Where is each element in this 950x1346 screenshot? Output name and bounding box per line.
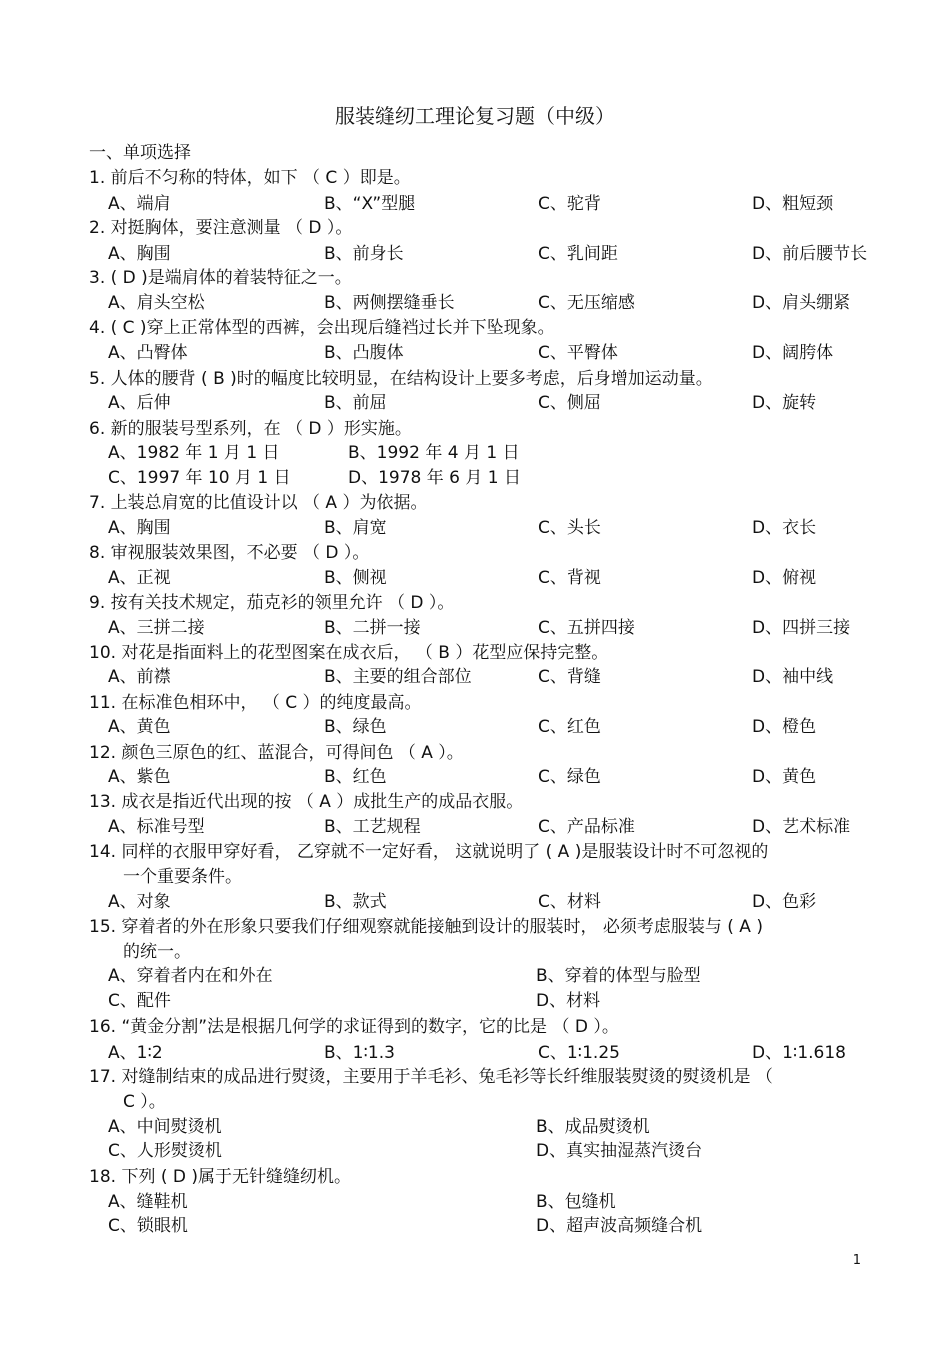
answer-option: B、包缝机 (536, 1192, 616, 1212)
answer-option: A、胸围 (108, 518, 171, 538)
answer-option: C、乳间距 (538, 244, 618, 264)
question-text: 7. 上装总肩宽的比值设计以 （ A ）为依据。 (89, 493, 428, 513)
answer-option: B、主要的组合部位 (324, 667, 472, 687)
answer-option: B、侧视 (324, 568, 387, 588)
section-heading: 一、单项选择 (89, 143, 191, 163)
question-text-continued: C ）。 (123, 1092, 166, 1112)
answer-option: B、肩宽 (324, 518, 387, 538)
answer-option: B、款式 (324, 892, 387, 912)
answer-option: D、1978 年 6 月 1 日 (348, 468, 522, 488)
answer-option: C、驼背 (538, 194, 601, 214)
answer-option: D、旋转 (752, 393, 817, 413)
question-text: 14. 同样的衣服甲穿好看， 乙穿就不一定好看， 这就说明了 ( A )是服装设计时不可忽视的 (89, 842, 769, 862)
question-text: 5. 人体的腰背 ( B )时的幅度比较明显，在结构设计上要多考虑，后身增加运动量。 (89, 369, 713, 389)
answer-option: A、紫色 (108, 767, 171, 787)
answer-option: D、1∶1.618 (752, 1043, 846, 1063)
answer-option: D、阔胯体 (752, 343, 834, 363)
answer-option: B、两侧摆缝垂长 (324, 293, 455, 313)
answer-option: B、二拼一接 (324, 618, 421, 638)
answer-option: A、三拼二接 (108, 618, 205, 638)
answer-option: C、背缝 (538, 667, 601, 687)
answer-option: D、肩头绷紧 (752, 293, 851, 313)
answer-option: B、工艺规程 (324, 817, 421, 837)
answer-option: D、俯视 (752, 568, 817, 588)
answer-option: A、肩头空松 (108, 293, 205, 313)
question-text: 15. 穿着者的外在形象只要我们仔细观察就能接触到设计的服装时， 必须考虑服装与 ( A ) (89, 917, 763, 937)
answer-option: C、红色 (538, 717, 601, 737)
answer-option: A、黄色 (108, 717, 171, 737)
answer-option: C、材料 (538, 892, 601, 912)
answer-option: C、1∶1.25 (538, 1043, 620, 1063)
question-text: 1. 前后不匀称的特体，如下 （ C ）即是。 (89, 168, 411, 188)
answer-option: D、色彩 (752, 892, 817, 912)
question-text: 8. 审视服装效果图，不必要 （ D ）。 (89, 543, 370, 563)
answer-option: C、锁眼机 (108, 1216, 188, 1236)
answer-option: B、穿着的体型与脸型 (536, 966, 701, 986)
answer-option: D、材料 (536, 991, 601, 1011)
question-text: 18. 下列 ( D )属于无针缝缝纫机。 (89, 1167, 352, 1187)
question-text: 11. 在标准色相环中， （ C ）的纯度最高。 (89, 693, 422, 713)
answer-option: A、1∶2 (108, 1043, 163, 1063)
answer-option: D、粗短颈 (752, 194, 834, 214)
question-text: 13. 成衣是指近代出现的按 （ A ）成批生产的成品衣服。 (89, 792, 524, 812)
answer-option: C、背视 (538, 568, 601, 588)
answer-option: C、1997 年 10 月 1 日 (108, 468, 291, 488)
question-text: 17. 对缝制结束的成品进行熨烫，主要用于羊毛衫、兔毛衫等长纤维服装熨烫的熨烫机是 （ (89, 1067, 773, 1087)
answer-option: C、人形熨烫机 (108, 1141, 222, 1161)
answer-option: A、1982 年 1 月 1 日 (108, 443, 280, 463)
answer-option: C、无压缩感 (538, 293, 635, 313)
answer-option: D、真实抽湿蒸汽烫台 (536, 1141, 703, 1161)
answer-option: D、超声波高频缝合机 (536, 1216, 703, 1236)
answer-option: D、艺术标准 (752, 817, 851, 837)
answer-option: D、前后腰节长 (752, 244, 868, 264)
question-text: 2. 对挺胸体，要注意测量 （ D ）。 (89, 218, 353, 238)
question-text: 12. 颜色三原色的红、蓝混合，可得间色 （ A ）。 (89, 743, 464, 763)
answer-option: D、四拼三接 (752, 618, 851, 638)
answer-option: A、正视 (108, 568, 171, 588)
answer-option: D、黄色 (752, 767, 817, 787)
question-text: 9. 按有关技术规定，茄克衫的领里允许 （ D ）。 (89, 593, 455, 613)
question-text-continued: 一个重要条件。 (123, 867, 242, 887)
answer-option: A、胸围 (108, 244, 171, 264)
answer-option: B、1∶1.3 (324, 1043, 395, 1063)
answer-option: D、橙色 (752, 717, 817, 737)
answer-option: B、成品熨烫机 (536, 1117, 650, 1137)
answer-option: B、绿色 (324, 717, 387, 737)
question-text: 4. ( C )穿上正常体型的西裤，会出现后缝裆过长并下坠现象。 (89, 318, 555, 338)
answer-option: C、五拼四接 (538, 618, 635, 638)
answer-option: A、凸臀体 (108, 343, 188, 363)
answer-option: B、前身长 (324, 244, 404, 264)
answer-option: B、红色 (324, 767, 387, 787)
answer-option: B、1992 年 4 月 1 日 (348, 443, 520, 463)
answer-option: D、袖中线 (752, 667, 834, 687)
answer-option: D、衣长 (752, 518, 817, 538)
answer-option: A、标准号型 (108, 817, 205, 837)
question-text: 3. ( D )是端肩体的着装特征之一。 (89, 268, 352, 288)
question-text: 10. 对花是指面料上的花型图案在成衣后， （ B ）花型应保持完整。 (89, 643, 609, 663)
answer-option: A、缝鞋机 (108, 1192, 188, 1212)
answer-option: B、凸腹体 (324, 343, 404, 363)
answer-option: C、侧屈 (538, 393, 601, 413)
answer-option: A、前襟 (108, 667, 171, 687)
answer-option: A、中间熨烫机 (108, 1117, 222, 1137)
answer-option: C、平臀体 (538, 343, 618, 363)
question-text: 16. “黄金分割”法是根据几何学的求证得到的数字，它的比是 （ D ）。 (89, 1017, 619, 1037)
answer-option: C、产品标准 (538, 817, 635, 837)
answer-option: B、“X”型腿 (324, 194, 416, 214)
question-text-continued: 的统一。 (123, 942, 191, 962)
answer-option: C、绿色 (538, 767, 601, 787)
answer-option: C、头长 (538, 518, 601, 538)
question-text: 6. 新的服装号型系列，在 （ D ）形实施。 (89, 419, 412, 439)
answer-option: A、后伸 (108, 393, 171, 413)
document-title: 服装缝纫工理论复习题（中级） (335, 104, 615, 128)
answer-option: A、对象 (108, 892, 171, 912)
answer-option: A、端肩 (108, 194, 171, 214)
answer-option: C、配件 (108, 991, 171, 1011)
answer-option: A、穿着者内在和外在 (108, 966, 273, 986)
answer-option: B、前屈 (324, 393, 387, 413)
page-number: 1 (852, 1253, 861, 1268)
